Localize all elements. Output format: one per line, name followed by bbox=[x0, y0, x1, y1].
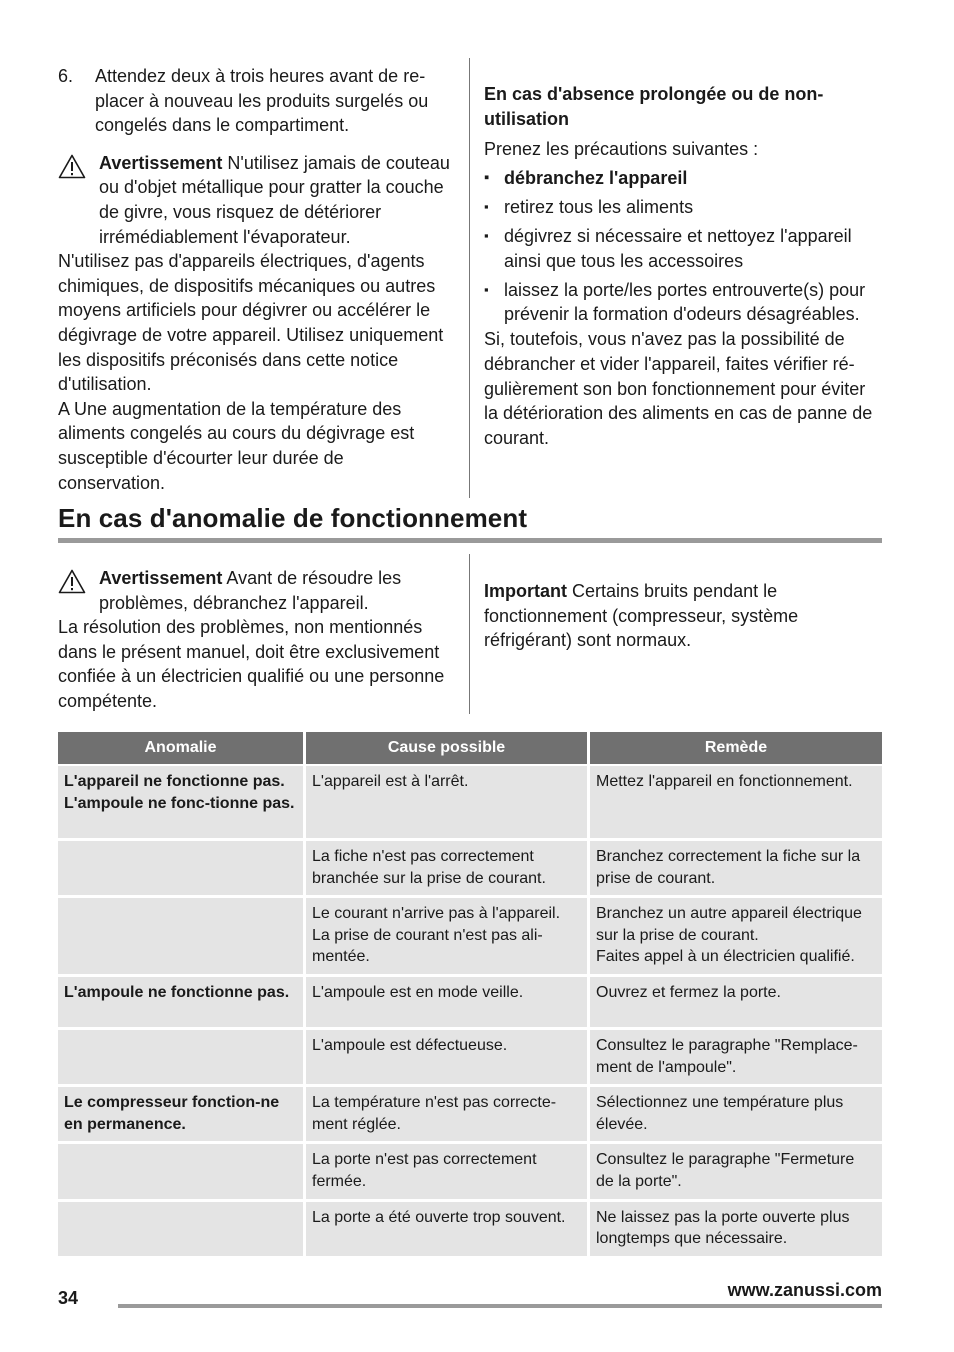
important-note bbox=[484, 579, 854, 653]
cell-remede: Branchez correctement la fiche sur la prise de courant. bbox=[587, 838, 882, 895]
cell-remede: Mettez l'appareil en fonctionnement. bbox=[587, 764, 882, 838]
cell-cause: L'ampoule est en mode veille. bbox=[303, 974, 587, 1027]
cell-anomalie bbox=[58, 1141, 303, 1198]
mid-left-column bbox=[58, 566, 454, 714]
table-row bbox=[58, 838, 882, 895]
cell-cause: L'ampoule est défectueuse. bbox=[303, 1027, 587, 1084]
table-header-row bbox=[58, 732, 882, 764]
cell-anomalie: L'ampoule ne fonctionne pas. bbox=[58, 974, 303, 1027]
important-label: Important bbox=[484, 581, 567, 601]
cell-cause: La température n'est pas correcte-ment réglée. bbox=[303, 1084, 587, 1141]
defrost-warning bbox=[58, 151, 454, 249]
cell-remede: Ne laissez pas la porte ouverte plus longtemps que nécessaire. bbox=[587, 1199, 882, 1256]
list-item: ▪ laissez la porte/les portes entrouverte(s) pour prévenir la formation d'odeurs désagréables. bbox=[484, 278, 884, 327]
section-title: En cas d'anomalie de fonctionnement bbox=[58, 503, 528, 533]
cell-anomalie bbox=[58, 1199, 303, 1256]
cell-anomalie: L'appareil ne fonctionne pas. L'ampoule ne fonc-tionne pas. bbox=[58, 764, 303, 838]
table-row bbox=[58, 764, 882, 838]
cell-anomalie bbox=[58, 838, 303, 895]
list-item: ▪ dégivrez si nécessaire et nettoyez l'appareil ainsi que tous les accessoires bbox=[484, 224, 884, 273]
troubleshoot-paragraph: La résolution des problèmes, non mentionnés dans le présent manuel, doit être exclusivement confiée à un électricien qualifié ou une personne compétente. bbox=[58, 617, 445, 711]
absence-heading: En cas d'absence prolongée ou de non-utilisation bbox=[484, 84, 824, 129]
header-cause: Cause possible bbox=[303, 732, 587, 764]
page-number: 34 bbox=[58, 1288, 79, 1308]
important-text: Certains bruits pendant le fonctionnement (compresseur, système réfrigérant) sont normaux. bbox=[484, 581, 799, 651]
header-remede: Remède bbox=[587, 732, 882, 764]
table-row bbox=[58, 974, 882, 1027]
warning-triangle-icon bbox=[58, 154, 86, 179]
cell-remede: Sélectionnez une température plus élevée. bbox=[587, 1084, 882, 1141]
precautions-list bbox=[484, 166, 884, 327]
warning-text: Avant de résoudre les problèmes, débranchez l'appareil. bbox=[99, 568, 402, 613]
cell-cause: La fiche n'est pas correctement branchée sur la prise de courant. bbox=[303, 838, 587, 895]
list-item: ▪ retirez tous les aliments bbox=[484, 195, 884, 220]
top-right-column bbox=[484, 82, 884, 450]
list-item: ▪ débranchez l'appareil bbox=[484, 166, 884, 191]
cell-cause: L'appareil est à l'arrêt. bbox=[303, 764, 587, 838]
warning-paragraph-3: A Une augmentation de la température des aliments congelés au cours du dégivrage est susceptible d'écourter leur durée de conservation. bbox=[58, 398, 415, 493]
cell-cause: La porte n'est pas correctement fermée. bbox=[303, 1141, 587, 1198]
warning-label: Avertissement bbox=[99, 152, 223, 173]
cell-remede: Consultez le paragraphe "Fermeture de la porte". bbox=[587, 1141, 882, 1198]
step-text: Attendez deux à trois heures avant de re-placer à nouveau les produits surgelés ou congelés dans le compartiment. bbox=[95, 66, 429, 136]
footer-rule bbox=[118, 1304, 882, 1308]
cell-cause: La porte a été ouverte trop souvent. bbox=[303, 1199, 587, 1256]
table-row bbox=[58, 1027, 882, 1084]
cell-remede: Ouvrez et fermez la porte. bbox=[587, 974, 882, 1027]
cell-remede: Consultez le paragraphe "Remplace-ment de l'ampoule". bbox=[587, 1027, 882, 1084]
table-row bbox=[58, 1141, 882, 1198]
absence-intro: Prenez les précautions suivantes : bbox=[484, 139, 759, 160]
cell-cause: Le courant n'arrive pas à l'appareil. La prise de courant n'est pas ali-mentée. bbox=[303, 895, 587, 974]
top-left-column bbox=[58, 64, 454, 495]
step-number: 6. bbox=[58, 66, 74, 86]
section-rule bbox=[58, 538, 882, 543]
header-anomalie: Anomalie bbox=[58, 732, 303, 764]
table-row bbox=[58, 895, 882, 974]
cell-anomalie: Le compresseur fonction-ne en permanence. bbox=[58, 1084, 303, 1141]
column-separator-mid bbox=[469, 554, 470, 714]
remede-line-1: Branchez un autre appareil électrique sur la prise de courant. bbox=[596, 905, 862, 944]
footer-url: www.zanussi.com bbox=[727, 1280, 882, 1300]
warning-triangle-icon bbox=[58, 569, 86, 594]
table-row bbox=[58, 1084, 882, 1141]
table-row bbox=[58, 1199, 882, 1256]
absence-paragraph: Si, toutefois, vous n'avez pas la possibilité de débrancher et vider l'appareil, faites vérifier ré-gulièrement son bon fonctionnement pour éviter la détérioration des aliments en cas de panne de courant. bbox=[484, 329, 873, 448]
cell-remede bbox=[587, 895, 882, 974]
cell-anomalie bbox=[58, 895, 303, 974]
warning-paragraph-2: N'utilisez pas d'appareils électriques, d'agents chimiques, de dispositifs mécaniques ou autres moyens artificiels pour dégivrer ou accélérer le dégivrage de votre appareil. Utilisez uniquement les dispositifs préconisés dans cette notice d'utilisation. bbox=[58, 251, 444, 395]
remede-line-2: Faites appel à un électricien qualifié. bbox=[596, 948, 855, 966]
column-separator-top bbox=[469, 58, 470, 498]
warning-label: Avertissement bbox=[99, 568, 223, 588]
troubleshoot-warning bbox=[58, 566, 454, 615]
warning-text: N'utilisez jamais de couteau ou d'objet métallique pour gratter la couche de givre, vous risquez de détériorer irrémédiablement l'évaporateur. bbox=[99, 152, 450, 247]
troubleshooting-table bbox=[58, 732, 882, 1256]
cell-anomalie bbox=[58, 1027, 303, 1084]
step-6 bbox=[58, 64, 454, 138]
